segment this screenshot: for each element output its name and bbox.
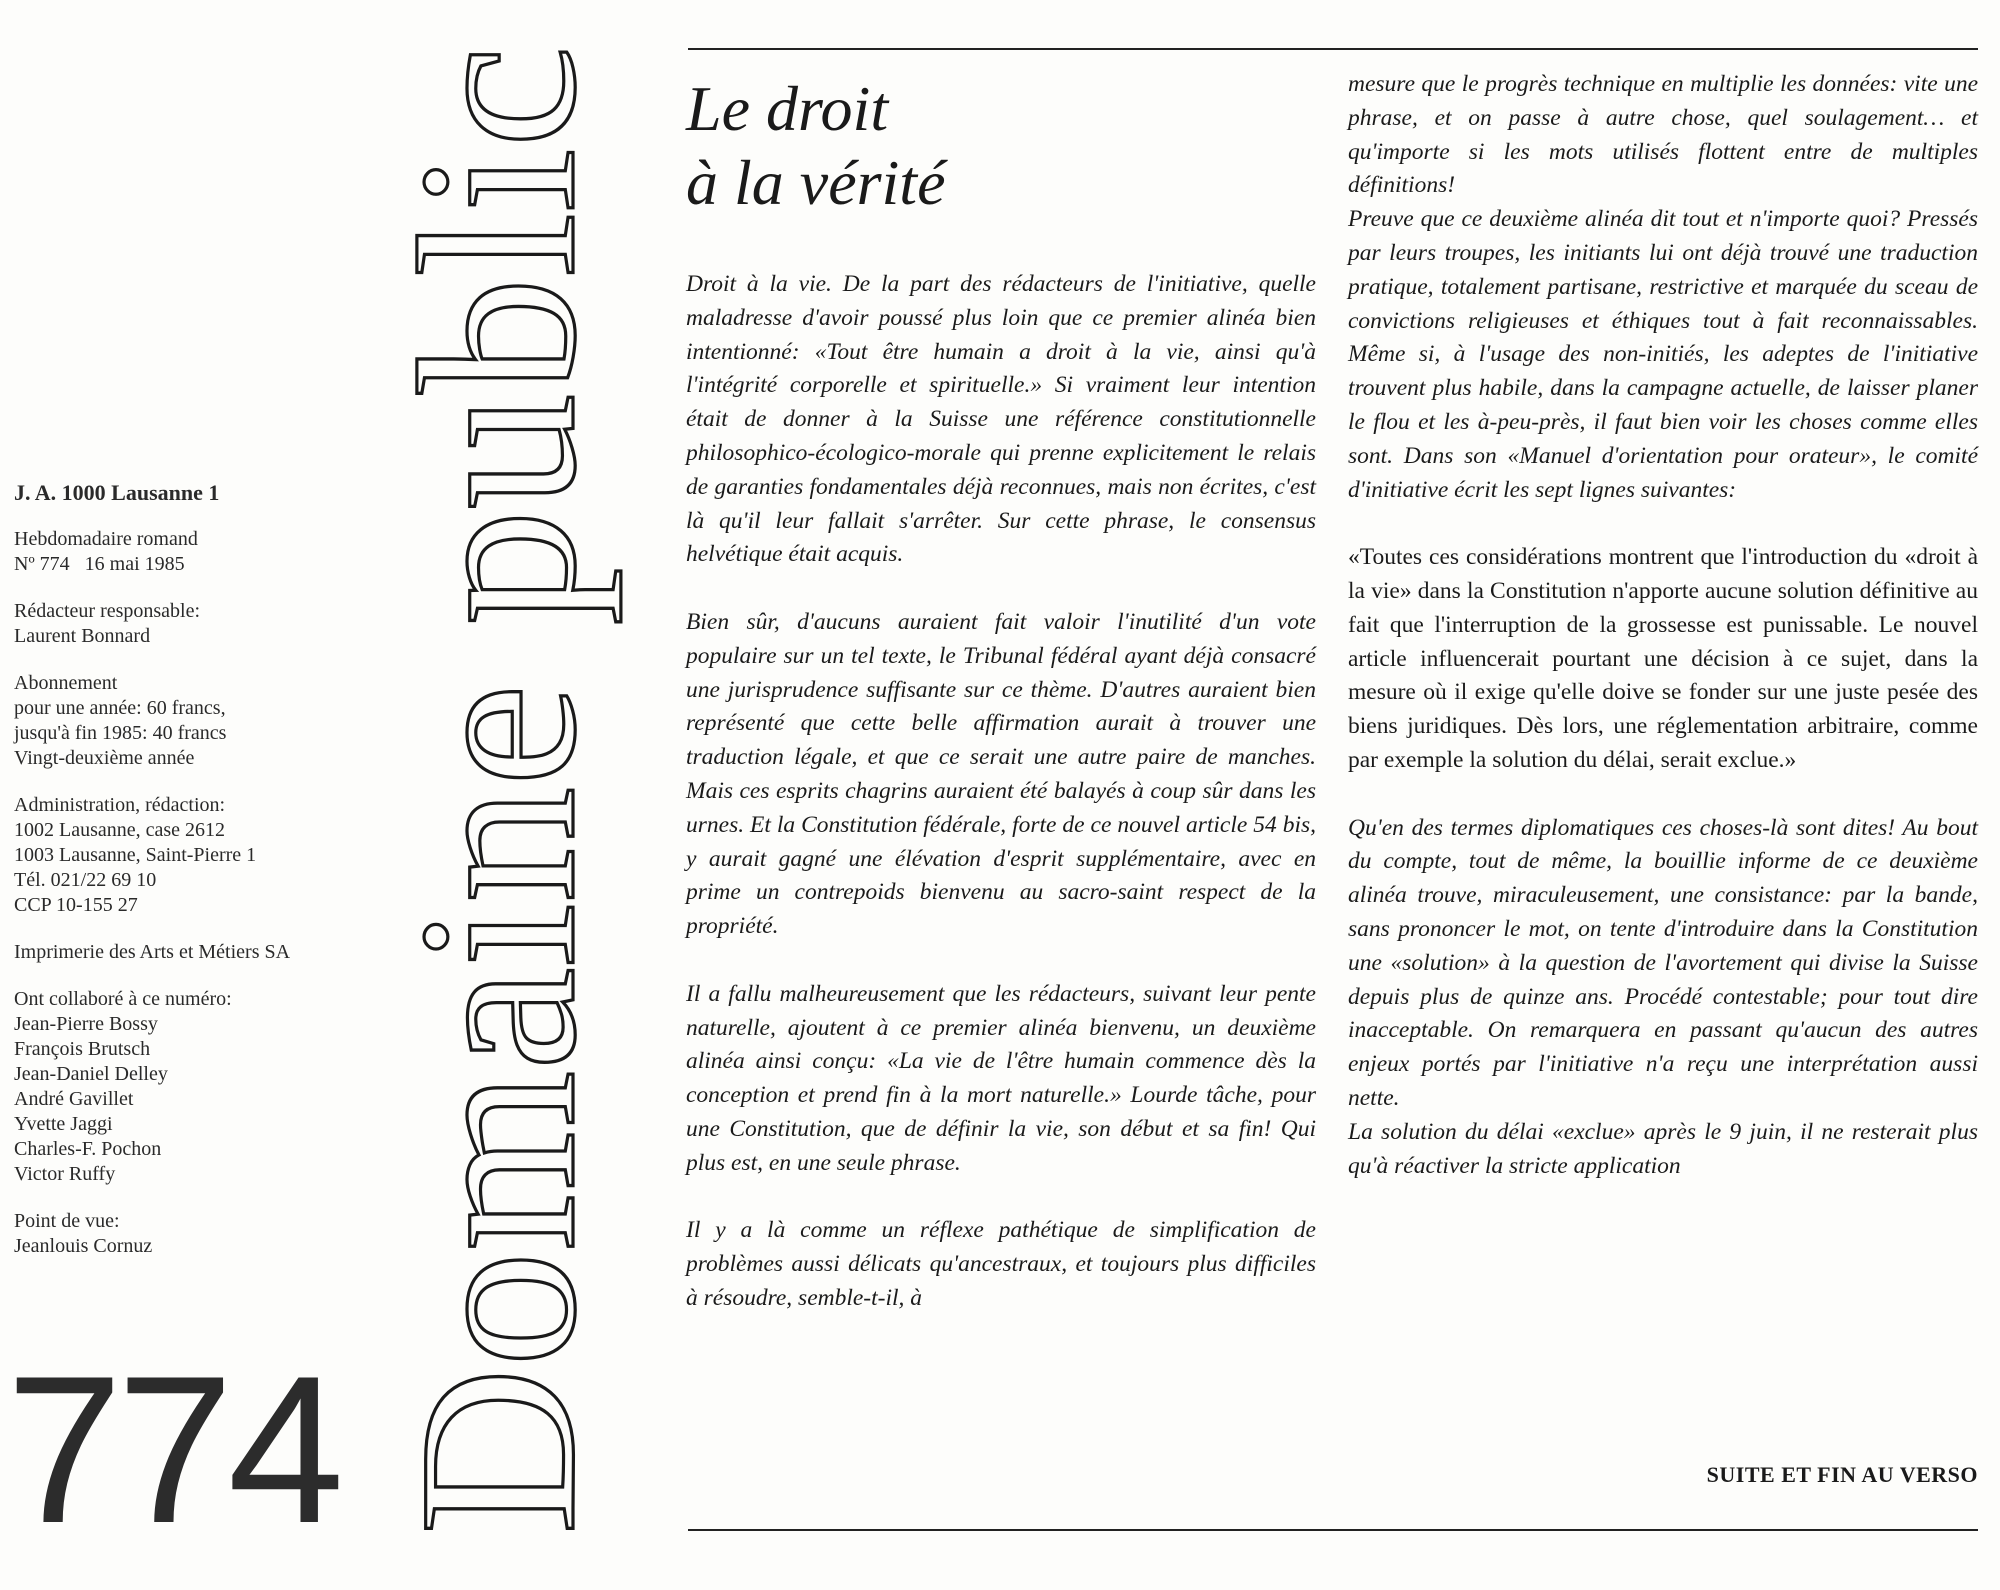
contributor: André Gavillet	[14, 1088, 134, 1110]
contributor: Jean-Daniel Delley	[14, 1063, 168, 1085]
pov-name: Jeanlouis Cornuz	[14, 1235, 153, 1257]
pov-label: Point de vue:	[14, 1210, 120, 1232]
paragraph: La solution du délai «exclue» après le 9 juin, il ne resterait plus qu'à réactiver la stricte application	[1348, 1118, 1978, 1179]
editor-info	[14, 599, 374, 649]
admin-label: Administration, rédaction:	[14, 794, 226, 816]
contributor: François Brutsch	[14, 1038, 151, 1060]
publication-type: Hebdomadaire romand	[14, 528, 198, 550]
admin-ccp: CCP 10-155 27	[14, 894, 138, 916]
paragraph: mesure que le progrès technique en multiplie les données: vite une phrase, et on passe à autre chose, quel soulagement… et qu'importe si les mots utilisés flottent entre de multiples définitions!	[1348, 71, 1978, 199]
contributor: Yvette Jaggi	[14, 1113, 113, 1135]
subscription-info	[14, 671, 374, 771]
publication-info	[14, 527, 374, 577]
paragraph: Il a fallu malheureusement que les rédacteurs, suivant leur pente naturelle, ajoutent à ce premier alinéa bienvenu, un deuxième alinéa ainsi conçu: «La vie de l'être humain commence dès la conception et prend fin à la mort naturelle.» Lourde tâche, pour une Constitution, que de définir la vie, son début et sa fin! Qui plus est, en une seule phrase.	[686, 980, 1316, 1176]
masthead-text: Domaine public	[372, 91, 622, 1535]
contributor: Jean-Pierre Bossy	[14, 1013, 158, 1035]
issue-number: 774	[6, 1332, 339, 1567]
article-column-2	[1348, 68, 1978, 1183]
printer-info	[14, 940, 374, 965]
contributors-label: Ont collaboré à ce numéro:	[14, 988, 232, 1010]
masthead-logo	[372, 40, 622, 1540]
admin-case: 1002 Lausanne, case 2612	[14, 819, 226, 841]
subscription-edition: Vingt-deuxième année	[14, 747, 195, 769]
bottom-rule	[688, 1529, 1978, 1531]
paragraph: Il y a là comme un réflexe pathétique de simplification de problèmes aussi délicats qu'ancestraux, et toujours plus difficiles à résoudre, semble-t-il, à	[686, 1217, 1316, 1311]
admin-info	[14, 793, 374, 918]
contributor: Victor Ruffy	[14, 1163, 116, 1185]
subscription-end: jusqu'à fin 1985: 40 francs	[14, 722, 227, 744]
admin-address: 1003 Lausanne, Saint-Pierre 1	[14, 844, 257, 866]
postal-mark: J. A. 1000 Lausanne 1	[14, 480, 220, 505]
printer-name: Imprimerie des Arts et Métiers SA	[14, 941, 291, 963]
editor-name: Laurent Bonnard	[14, 625, 151, 647]
contributor: Charles-F. Pochon	[14, 1138, 162, 1160]
admin-tel: Tél. 021/22 69 10	[14, 869, 157, 891]
headline-line-2: à la vérité	[686, 147, 946, 218]
paragraph: Bien sûr, d'aucuns auraient fait valoir l'inutilité d'un vote populaire sur un tel texte, le Tribunal fédéral ayant déjà consacré une jurisprudence suffisante sur ce thème. D'autres auraient bien représenté que cette belle affirmation aurait à trouver une traduction légale, et que ce serait une autre paire de manches. Mais ces esprits chagrins auraient été balayés à coup sûr dans les urnes. Et la Constitution fédérale, forte de ce nouvel article 54 bis, y aurait gagné une élévation d'esprit supplémentaire, avec en prime un contrepoids bienvenu au sacro-saint respect de la propriété.	[686, 608, 1316, 940]
paragraph: Qu'en des termes diplomatiques ces choses-là sont dites! Au bout du compte, tout de même, la bouillie informe de ce deuxième alinéa trouve, miraculeusement, une consistance: par la bande, sans prononcer le mot, on tente d'introduire dans la Constitution une «solution» à la question de l'avortement qui divise la Suisse depuis plus de quinze ans. Procédé contestable; pour tout dire inacceptable. On remarquera en passant qu'aucun des autres enjeux portés par l'initiative n'a reçu une interprétation aussi nette.	[1348, 814, 1978, 1111]
article-headline	[686, 72, 1286, 220]
contributors-info	[14, 987, 374, 1187]
top-rule	[688, 48, 1978, 50]
publication-issue: Nº 774 16 mai 1985	[14, 553, 185, 575]
paragraph: Preuve que ce deuxième alinéa dit tout et n'importe quoi? Pressés par leurs troupes, les initiants lui ont déjà trouvé une traduction pratique, totalement partisane, restrictive et marquée du sceau de convictions religieuses et éthiques tout à fait reconnaissables. Même si, à l'usage des non-initiés, les adeptes de l'initiative trouvent plus habile, dans la campagne actuelle, de laisser planer le flou et les à-peu-près, il faut bien voir les choses comme elles sont. Dans son «Manuel d'orientation pour orateur», le comité d'initiative écrit les sept lignes suivantes:	[1348, 206, 1978, 503]
colophon	[14, 480, 374, 1281]
headline-line-1: Le droit	[686, 73, 889, 144]
quoted-passage: «Toutes ces considérations montrent que l'introduction du «droit à la vie» dans la Constitution n'apporte aucune solution définitive au fait que l'interruption de la grossesse est punissable. Le nouvel article influencerait pourtant une décision à ce sujet, dans la mesure où il exige qu'elle doive se fonder sur une juste pesée des biens juridiques. Dès lors, une réglementation arbitraire, comme par exemple la solution du délai, serait exclue.»	[1348, 544, 1978, 773]
article-column-1	[686, 268, 1316, 1316]
paragraph: Droit à la vie. De la part des rédacteurs de l'initiative, quelle maladresse d'avoir poussé plus loin que ce premier alinéa bien intentionné: «Tout être humain a droit à la vie, ainsi qu'à l'intégrité corporelle et spirituelle.» Si vraiment leur intention était de donner à la Suisse une référence constitutionnelle philosophico-écologico-morale qui prenne explicitement le relais de garanties fondamentales déjà reconnues, mais non écrites, c'est là qu'il leur fallait s'arrêter. Sur cette phrase, le consensus helvétique était acquis.	[686, 271, 1316, 568]
continuation-note: SUITE ET FIN AU VERSO	[1706, 1462, 1978, 1487]
subscription-year: pour une année: 60 francs,	[14, 697, 226, 719]
point-of-view-info	[14, 1209, 374, 1259]
subscription-label: Abonnement	[14, 672, 118, 694]
editor-label: Rédacteur responsable:	[14, 600, 201, 622]
